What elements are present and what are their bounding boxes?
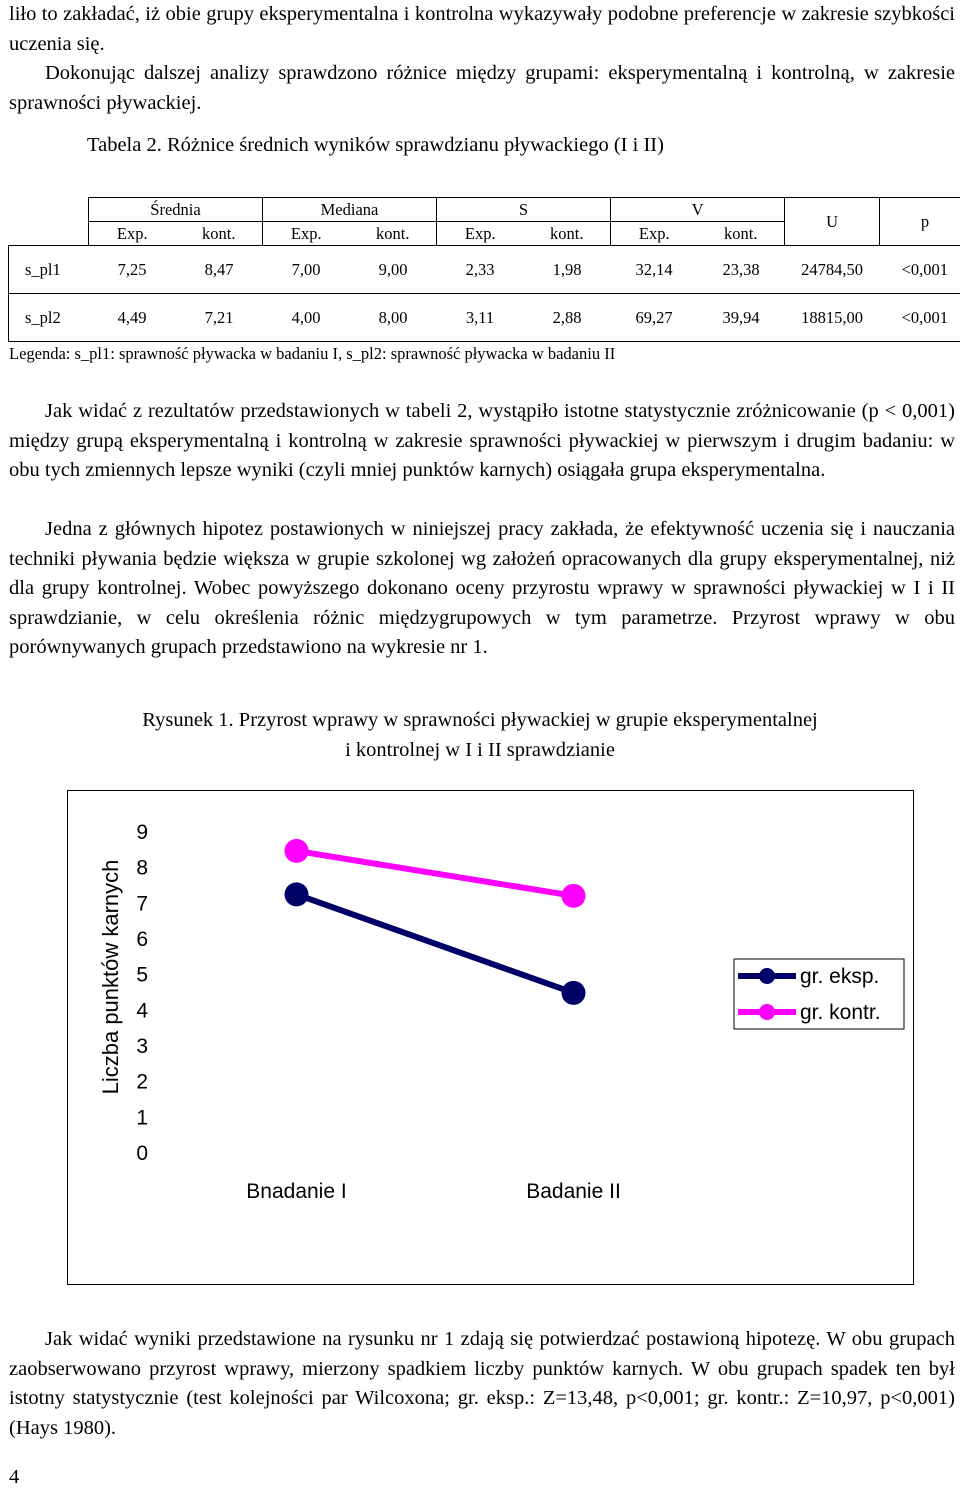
table-cell: 7,21	[176, 294, 263, 342]
y-tick-label: 0	[136, 1142, 148, 1165]
data-point	[562, 884, 586, 908]
header-s: S	[437, 198, 611, 222]
table-cell: 8,47	[176, 246, 263, 294]
subheader-cell: Exp.	[611, 222, 698, 246]
subheader-cell: kont.	[524, 222, 611, 246]
y-tick-label: 3	[136, 1035, 148, 1058]
data-point	[285, 839, 309, 863]
page-number: 4	[9, 1466, 20, 1488]
table-legend: Legenda: s_pl1: sprawność pływacka w badaniu I, s_pl2: sprawność pływacka w badaniu II	[9, 344, 616, 363]
line-chart	[68, 791, 913, 1284]
figure-caption-line2: i kontrolnej w I i II sprawdzianie	[345, 739, 615, 761]
y-axis-ticks	[136, 821, 148, 1165]
header-p: p	[880, 198, 960, 246]
y-tick-label: 6	[136, 928, 148, 951]
table-cell: 4,00	[263, 294, 350, 342]
subheader-cell: Exp.	[437, 222, 524, 246]
figure-caption-line1: Rysunek 1. Przyrost wprawy w sprawności pływackiej w grupie eksperymentalnej	[142, 709, 818, 731]
legend-swatch-marker	[759, 1004, 775, 1020]
y-tick-label: 4	[136, 999, 148, 1023]
table-row	[9, 294, 960, 342]
y-tick-label: 2	[136, 1070, 148, 1094]
legend-label: gr. kontr.	[800, 1001, 881, 1024]
table-cell: 24784,50	[785, 246, 880, 294]
table-cell: 69,27	[611, 294, 698, 342]
y-tick-label: 1	[136, 1106, 148, 1130]
header-srednia: Średnia	[89, 198, 263, 222]
subheader-cell: kont.	[698, 222, 785, 246]
table-cell: 1,98	[524, 246, 611, 294]
table-cell: 4,49	[89, 294, 176, 342]
legend-label: gr. eksp.	[800, 965, 880, 988]
series-line	[297, 851, 574, 896]
stats-table	[8, 197, 960, 342]
header-v: V	[611, 198, 785, 222]
table-cell: 3,11	[437, 294, 524, 342]
x-tick-label: Badanie II	[526, 1180, 621, 1203]
row-label: s_pl2	[9, 294, 89, 342]
series-layer	[285, 839, 586, 1005]
header-u: U	[785, 198, 880, 246]
header-empty	[9, 198, 89, 222]
chart-legend	[734, 959, 904, 1029]
header-mediana: Mediana	[263, 198, 437, 222]
x-axis-labels	[246, 1180, 621, 1203]
table-row	[9, 246, 960, 294]
table-caption: Tabela 2. Różnice średnich wyników sprawdzianu pływackiego (I i II)	[87, 134, 664, 156]
table-cell: 9,00	[350, 246, 437, 294]
table-cell: 39,94	[698, 294, 785, 342]
series-line	[297, 894, 574, 992]
subheader-cell: kont.	[176, 222, 263, 246]
table-cell: 18815,00	[785, 294, 880, 342]
y-tick-label: 8	[136, 856, 148, 880]
table-cell: 8,00	[350, 294, 437, 342]
table-cell: 23,38	[698, 246, 785, 294]
y-tick-label: 5	[136, 963, 148, 987]
intro-paragraph: liło to zakładać, iż obie grupy eksperymentalna i kontrolna wykazywały podobne preferencje w zakresie szybkości uczenia się.	[9, 3, 955, 55]
subheader-cell: Exp.	[89, 222, 176, 246]
table-cell: 7,25	[89, 246, 176, 294]
subheader-cell: kont.	[350, 222, 437, 246]
data-point	[562, 981, 586, 1005]
row-label: s_pl1	[9, 246, 89, 294]
subheader-cell: Exp.	[263, 222, 350, 246]
table-cell: 2,88	[524, 294, 611, 342]
x-tick-label: Bnadanie I	[246, 1180, 347, 1203]
table-cell: 32,14	[611, 246, 698, 294]
y-tick-label: 9	[136, 821, 148, 844]
table-cell: <0,001	[880, 246, 960, 294]
legend-swatch-marker	[759, 968, 775, 984]
table-cell: <0,001	[880, 294, 960, 342]
table-cell: 2,33	[437, 246, 524, 294]
chart-frame	[67, 790, 914, 1285]
table-cell: 7,00	[263, 246, 350, 294]
y-tick-label: 7	[136, 892, 148, 916]
header-empty-2	[9, 222, 89, 246]
hypothesis-paragraph: Jedna z głównych hipotez postawionych w niniejszej pracy zakłada, że efektywność uczenia się i nauczania techniki pływania będzie większa w grupie szkolonej wg założeń opracowanych dla grupy eksperymentalnej, niż dla grupy kontrolnej. Wobec powyższego dokonano oceny przyrostu wprawy w sprawności pływackiej w I i II sprawdzianie, w celu określenia różnic międzygrupowych w tym parametrze. Przyrost wprawy w obu porównywanych grupach przedstawiono na wykresie nr 1.	[9, 518, 955, 658]
y-axis-label: Liczba punktów karnych	[98, 859, 123, 1095]
result-paragraph: Jak widać z rezultatów przedstawionych w tabeli 2, wystąpiło istotne statystycznie zróżnicowanie (p < 0,001) między grupą eksperymentalną i kontrolną w zakresie sprawności pływackiej w pierwszym i drugim badaniu: w obu tych zmiennych lepsze wyniki (czyli mniej punktów karnych) osiągała grupa eksperymentalna.	[9, 400, 955, 481]
analysis-paragraph: Dokonując dalszej analizy sprawdzono różnice między grupami: eksperymentalną i kontrolną, w zakresie sprawności pływackiej.	[9, 62, 955, 114]
data-point	[285, 882, 309, 906]
conclusion-paragraph: Jak widać wyniki przedstawione na rysunku nr 1 zdają się potwierdzać postawioną hipotezę. W obu grupach zaobserwowano przyrost wprawy, mierzony spadkiem liczby punktów karnych. W obu grupach spadek ten był istotny statystycznie (test kolejności par Wilcoxona; gr. eksp.: Z=13,48, p<0,001; gr. kontr.: Z=10,97, p<0,001) (Hays 1980).	[9, 1328, 955, 1439]
